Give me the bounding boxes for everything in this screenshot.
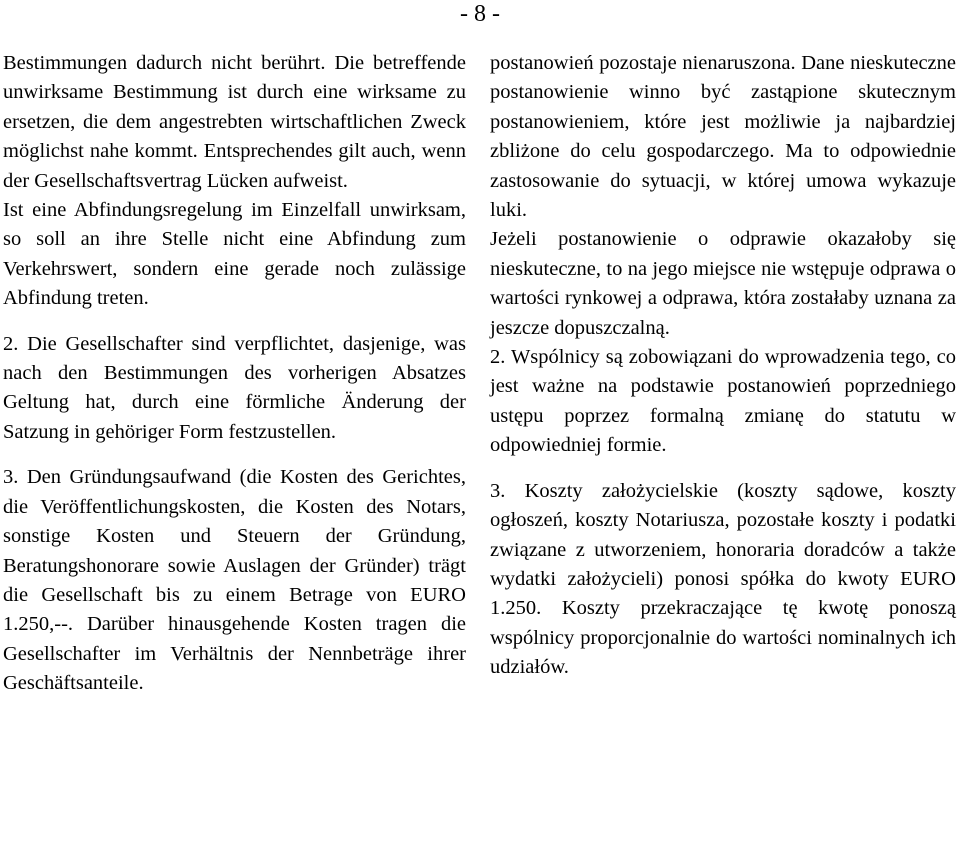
german-paragraph-3: 2. Die Gesellschafter sind verpflichtet, dasjenige, was nach den Bestimmungen des vorherigen Absatzes Geltung hat, durch eine förmliche Änderung der Satzung in gehöriger Form festzustellen. xyxy=(3,332,466,443)
polish-paragraph-3: 2. Wspólnicy są zobowiązani do wprowadzenia tego, co jest ważne na podstawie postanowień poprzedniego ustępu poprzez formalną zmianę do statutu w odpowiedniej formie. xyxy=(490,346,956,457)
polish-paragraph-1: postanowień pozostaje nienaruszona. Dane nieskuteczne postanowienie winno być zastąpione skutecznym postanowieniem, które jest możliwie ja najbardziej zbliżone do celu gospodarczego. Ma to odpowiednie zastosowanie do sytuacji, w której umowa wykazuje luki. xyxy=(490,52,956,222)
polish-paragraph-4: 3. Koszty założycielskie (koszty sądowe, koszty ogłoszeń, koszty Notariusza, pozostałe koszty i podatki związane z utworzeniem, honoraria doradców a także wydatki założycieli) ponosi spółka do kwoty EURO 1.250. Koszty przekraczające tę kwotę ponoszą wspólnicy proporcjonalnie do wartości nominalnych ich udziałów. xyxy=(490,479,956,679)
page-number: - 8 - xyxy=(460,1,500,27)
german-paragraph-1: Bestimmungen dadurch nicht berührt. Die betreffende unwirksame Bestimmung ist durch eine wirksame zu ersetzen, die dem angestrebten wirtschaftlichen Zweck möglichst nahe kommt. Entsprechendes gilt auch, wenn der Gesellschaftsvertrag Lücken aufweist. xyxy=(3,52,466,192)
german-paragraph-2: Ist eine Abfindungsregelung im Einzelfall unwirksam, so soll an ihre Stelle nicht eine Abfindung zum Verkehrswert, sondern eine gerade noch zulässige Abfindung treten. xyxy=(3,199,466,310)
polish-paragraph-2: Jeżeli postanowienie o odprawie okazałoby się nieskuteczne, to na jego miejsce nie wstępuje odprawa o wartości rynkowej a odprawa, która zostałaby uznana za jeszcze dopuszczalną. xyxy=(490,228,956,339)
polish-column xyxy=(490,49,956,683)
german-paragraph-4: 3. Den Gründungsaufwand (die Kosten des Gerichtes, die Veröffentlichungskosten, die Kosten des Notars, sonstige Kosten und Steuern der Gründung, Beratungshonorare sowie Auslagen der Gründer) trägt die Gesellschaft bis zu einem Betrage von EURO 1.250,--. Darüber hinausgehende Kosten tragen die Gesellschafter im Verhältnis der Nennbeträge ihrer Geschäftsanteile. xyxy=(3,466,466,695)
german-column xyxy=(3,49,466,699)
